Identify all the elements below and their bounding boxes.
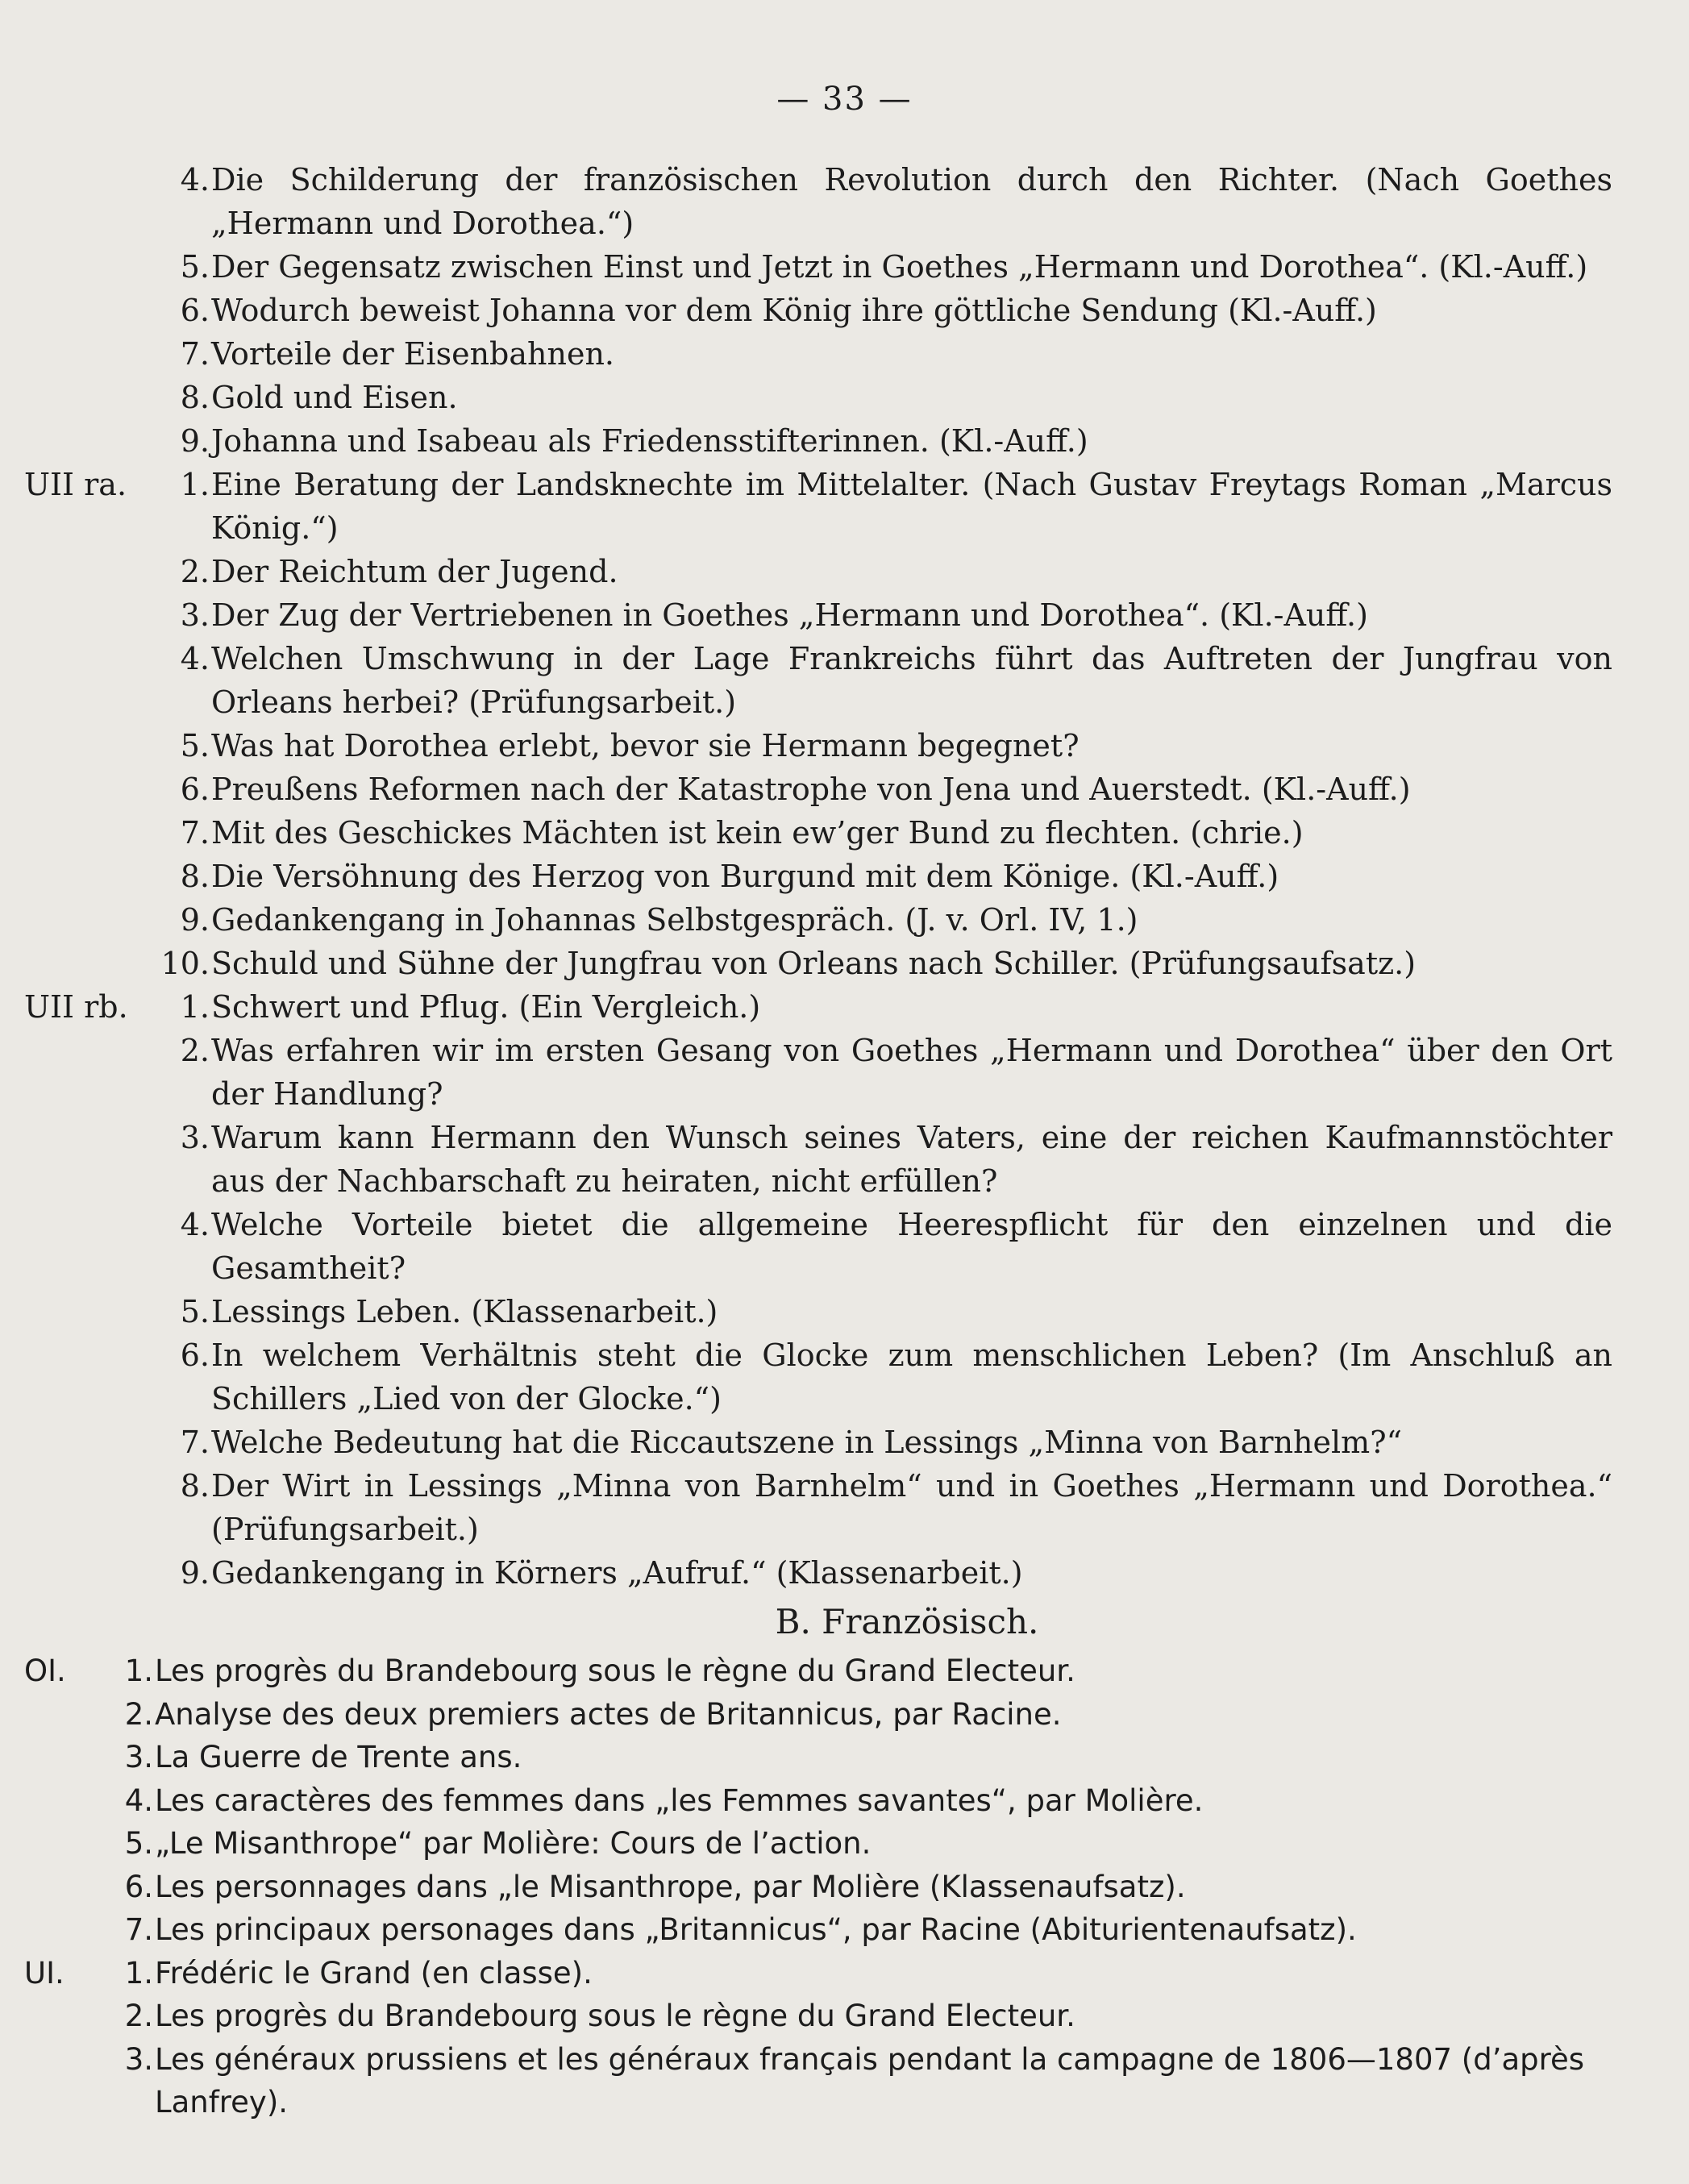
list-item xyxy=(24,550,1612,593)
item-text: Mit des Geschickes Mächten ist kein ew’ger Bund zu flechten. (chrie.) xyxy=(211,815,1304,851)
item-number: 4. xyxy=(180,162,210,198)
list-item xyxy=(24,811,1612,855)
item-number: 5. xyxy=(180,728,210,763)
item-number: 9. xyxy=(180,1555,210,1591)
item-number: 6. xyxy=(180,293,210,328)
item-text: Warum kann Hermann den Wunsch seines Vaters, eine der reichen Kaufmannstöchter aus der Nachbarschaft zu heiraten, nicht erfüllen? xyxy=(211,1120,1612,1199)
item-number: 2. xyxy=(180,1033,210,1068)
item-number: 1. xyxy=(124,1654,153,1688)
list-item xyxy=(24,463,1612,550)
class-label: UI. xyxy=(24,1955,64,1991)
list-item xyxy=(24,1290,1612,1333)
item-text: Welchen Umschwung in der Lage Frankreichs führt das Auftreten der Jungfrau von Orleans herbei? (Prüfungsarbeit.) xyxy=(211,641,1612,720)
item-text: Les généraux prussiens et les généraux français pendant la campagne de 1806—1807 (d’après Lanfrey). xyxy=(155,2041,1585,2120)
list-item xyxy=(24,289,1612,332)
list-item xyxy=(24,768,1612,811)
item-number: 2. xyxy=(124,1999,153,2033)
list-item xyxy=(24,2038,1612,2124)
list-item xyxy=(24,985,1612,1029)
item-text: Vorteile der Eisenbahnen. xyxy=(211,336,615,372)
item-text: Gedankengang in Johannas Selbstgespräch. (J. v. Orl. IV, 1.) xyxy=(211,902,1138,938)
class-label: UII rb. xyxy=(24,989,128,1025)
item-number: 3. xyxy=(180,597,210,633)
list-item xyxy=(24,1116,1612,1203)
class-label: UII ra. xyxy=(24,467,127,502)
list-item xyxy=(24,1464,1612,1551)
item-text: Gedankengang in Körners „Aufruf.“ (Klassenarbeit.) xyxy=(211,1555,1023,1591)
item-number: 10. xyxy=(160,946,210,981)
list-item xyxy=(24,376,1612,419)
list-item xyxy=(24,1908,1612,1952)
item-number: 8. xyxy=(180,859,210,894)
class-label: OI. xyxy=(24,1654,66,1688)
item-number: 9. xyxy=(180,423,210,459)
list-item xyxy=(24,1952,1612,1995)
item-text: Der Wirt in Lessings „Minna von Barnhelm“ und in Goethes „Hermann und Dorothea.“ (Prüfungsarbeit.) xyxy=(211,1468,1612,1547)
section-heading-french: B. Französisch. xyxy=(775,1602,1039,1641)
topic-list xyxy=(24,158,1612,2124)
item-number: 4. xyxy=(180,1207,210,1242)
list-item xyxy=(24,245,1612,289)
item-text: Schwert und Pflug. (Ein Vergleich.) xyxy=(211,989,761,1025)
list-item xyxy=(24,898,1612,942)
list-item xyxy=(24,1649,1612,1693)
item-text: Schuld und Sühne der Jungfrau von Orleans nach Schiller. (Prüfungsaufsatz.) xyxy=(211,946,1417,981)
item-text: Der Gegensatz zwischen Einst und Jetzt in Goethes „Hermann und Dorothea“. (Kl.-Auff.) xyxy=(211,249,1588,285)
list-item xyxy=(24,855,1612,898)
list-item xyxy=(24,1693,1612,1737)
item-number: 7. xyxy=(180,336,210,372)
item-number: 8. xyxy=(180,380,210,415)
list-item xyxy=(24,1551,1612,1595)
list-item xyxy=(24,637,1612,724)
item-number: 1. xyxy=(124,1955,153,1991)
list-item xyxy=(24,942,1612,985)
item-number: 5. xyxy=(180,1294,210,1329)
item-number: 7. xyxy=(180,815,210,851)
item-text: Johanna und Isabeau als Friedensstifterinnen. (Kl.-Auff.) xyxy=(211,423,1088,459)
item-text: Les personnages dans „le Misanthrope, par Molière (Klassenaufsatz). xyxy=(155,1869,1186,1904)
item-text: Les caractères des femmes dans „les Femmes savantes“, par Molière. xyxy=(155,1783,1204,1818)
list-item xyxy=(24,1866,1612,1909)
item-number: 6. xyxy=(124,1869,153,1904)
item-number: 3. xyxy=(124,1740,153,1774)
item-number: 4. xyxy=(180,641,210,676)
item-text: Welche Vorteile bietet die allgemeine Heerespflicht für den einzelnen und die Gesamtheit? xyxy=(211,1207,1612,1286)
item-text: Gold und Eisen. xyxy=(211,380,458,415)
list-item xyxy=(24,419,1612,463)
item-text: Les principaux personages dans „Britannicus“, par Racine (Abiturientenaufsatz). xyxy=(155,1912,1357,1947)
list-item xyxy=(24,1203,1612,1290)
item-number: 2. xyxy=(124,1696,153,1732)
item-number: 7. xyxy=(180,1425,210,1460)
item-text: Frédéric le Grand (en classe). xyxy=(155,1955,593,1991)
item-text: Les progrès du Brandebourg sous le règne du Grand Electeur. xyxy=(155,1999,1075,2033)
list-item xyxy=(24,1995,1612,2038)
item-number: 4. xyxy=(124,1783,153,1818)
item-text: Der Zug der Vertriebenen in Goethes „Hermann und Dorothea“. (Kl.-Auff.) xyxy=(211,597,1368,633)
item-number: 5. xyxy=(180,249,210,285)
item-text: Wodurch beweist Johanna vor dem König ihre göttliche Sendung (Kl.-Auff.) xyxy=(211,293,1377,328)
list-item xyxy=(24,593,1612,637)
list-item xyxy=(24,158,1612,245)
list-item xyxy=(24,724,1612,768)
item-number: 6. xyxy=(180,772,210,807)
german-topic-list xyxy=(24,158,1612,1595)
item-text: Der Reichtum der Jugend. xyxy=(211,554,618,589)
item-text: Analyse des deux premiers actes de Britannicus, par Racine. xyxy=(155,1696,1062,1732)
item-number: 1. xyxy=(180,989,210,1025)
item-text: In welchem Verhältnis steht die Glocke zum menschlichen Leben? (Im Anschluß an Schillers „Lied von der Glocke.“) xyxy=(211,1337,1612,1416)
item-number: 8. xyxy=(180,1468,210,1504)
item-text: Les progrès du Brandebourg sous le règne du Grand Electeur. xyxy=(155,1654,1075,1688)
item-text: Welche Bedeutung hat die Riccautszene in Lessings „Minna von Barnhelm?“ xyxy=(211,1425,1403,1460)
item-text: Was hat Dorothea erlebt, bevor sie Hermann begegnet? xyxy=(211,728,1080,763)
item-number: 1. xyxy=(180,467,210,502)
item-number: 6. xyxy=(180,1337,210,1373)
item-number: 5. xyxy=(124,1826,153,1861)
item-number: 2. xyxy=(180,554,210,589)
list-item xyxy=(24,1421,1612,1464)
item-text: „Le Misanthrope“ par Molière: Cours de l’action. xyxy=(155,1826,872,1861)
item-number: 7. xyxy=(124,1912,153,1947)
item-number: 3. xyxy=(180,1120,210,1155)
list-item xyxy=(24,1779,1612,1823)
list-item xyxy=(24,1333,1612,1421)
item-text: Lessings Leben. (Klassenarbeit.) xyxy=(211,1294,718,1329)
french-topic-list xyxy=(24,1649,1612,2124)
item-text: Die Versöhnung des Herzog von Burgund mit dem Könige. (Kl.-Auff.) xyxy=(211,859,1279,894)
page-number: — 33 — xyxy=(776,81,913,118)
list-item xyxy=(24,332,1612,376)
list-item xyxy=(24,1029,1612,1116)
list-item xyxy=(24,1736,1612,1779)
item-number: 9. xyxy=(180,902,210,938)
item-text: Die Schilderung der französischen Revolution durch den Richter. (Nach Goethes „Hermann und Dorothea.“) xyxy=(211,162,1612,241)
item-text: Eine Beratung der Landsknechte im Mittelalter. (Nach Gustav Freytags Roman „Marcus König.“) xyxy=(211,467,1612,546)
list-item xyxy=(24,1822,1612,1866)
item-text: Preußens Reformen nach der Katastrophe von Jena und Auerstedt. (Kl.-Auff.) xyxy=(211,772,1411,807)
item-text: La Guerre de Trente ans. xyxy=(155,1740,522,1774)
item-number: 3. xyxy=(124,2041,153,2077)
item-text: Was erfahren wir im ersten Gesang von Goethes „Hermann und Dorothea“ über den Ort der Handlung? xyxy=(211,1033,1612,1112)
